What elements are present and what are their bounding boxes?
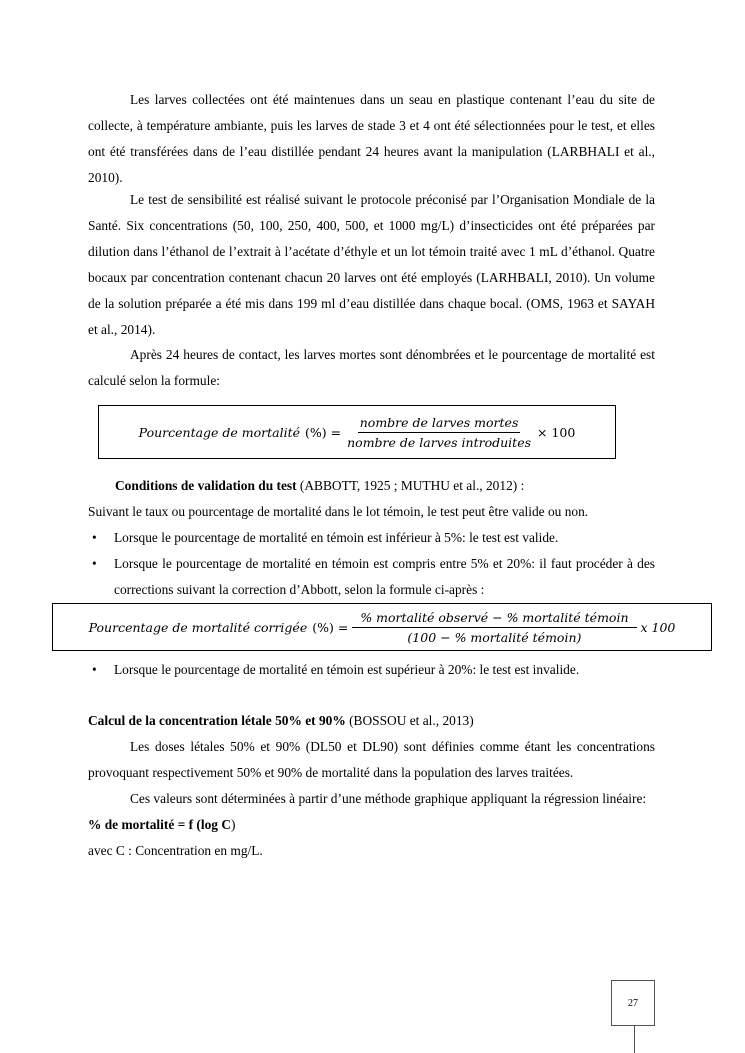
formula-mortality-percentage [98, 405, 616, 459]
formula-corrected-mortality [52, 603, 712, 651]
formula2-lhs: Pourcentage de mortalité corrigée [88, 619, 308, 635]
paragraph-mortality-count [88, 342, 655, 394]
text-para1: Les larves collectées ont été maintenues dans un seau en plastique contenant l’eau du site de collecte, à température ambiante, puis les larves de stade 3 et 4 ont été sélectionnées pour le test, et elles ont été transférées dans de l’eau distillée pendant 24 heures avant la manipulation (LARBHALI et al., 2010). [88, 92, 655, 185]
formula2-denominator: (100 − % mortalité témoin) [407, 629, 582, 645]
calc-heading: Calcul de la concentration létale 50% et 90% [88, 713, 346, 728]
list-item: • Lorsque le pourcentage de mortalité en témoin est inférieur à 5%: le test est valide. [88, 525, 655, 551]
list-item: • Lorsque le pourcentage de mortalité en témoin est compris entre 5% et 20%: il faut procéder à des corrections suivant la correction d’Abbott, selon la formule ci-après : [88, 551, 655, 603]
page-number-connector [634, 1025, 635, 1053]
page-number-box [611, 980, 655, 1026]
list-item: • Lorsque le pourcentage de mortalité en témoin est supérieur à 20%: le test est invalide. [88, 657, 655, 683]
formula1-unit: (%) = [305, 424, 342, 440]
validation-intro: Suivant le taux ou pourcentage de mortalité dans le lot témoin, le test peut être valide ou non. [88, 504, 589, 519]
validation-heading: Conditions de validation du test [115, 478, 297, 493]
section-lethal-concentration [88, 708, 655, 864]
page-number: 27 [628, 997, 638, 1009]
validation-invalid-item [88, 657, 655, 683]
formula2-fraction [352, 610, 636, 645]
calc-para2: Ces valeurs sont déterminées à partir d’une méthode graphique appliquant la régression linéaire: [130, 791, 647, 806]
paragraph-sensitivity-test [88, 187, 655, 343]
formula1-fraction [345, 415, 533, 450]
validation-heading-line [88, 473, 655, 499]
validation-list [88, 525, 655, 603]
bullet-icon: • [92, 662, 97, 677]
bullet-icon: • [92, 556, 97, 571]
text-para2: Le test de sensibilité est réalisé suivant le protocole préconisé par l’Organisation Mondiale de la Santé. Six concentrations (50, 100, 250, 400, 500, et 1000 mg/L) d’insecticides ont été préparées par dilution dans l’éthanol de l’extrait à l’acétate d’éthyle et un lot témoin traité avec 1 mL d’éthanol. Quatre bocaux par concentration contenant chacun 20 larves ont été employés (LARHBALI, 2010). Un volume de la solution préparée a été mis dans 199 ml d’eau distillée dans chaque bocal. (OMS, 1963 et SAYAH et al., 2014). [88, 192, 655, 337]
calc-formula-line: % de mortalité = f (log C) [88, 817, 236, 832]
bullet-icon: • [92, 530, 97, 545]
formula1-factor: × 100 [537, 424, 576, 440]
calc-para1: Les doses létales 50% et 90% (DL50 et DL90) sont définies comme étant les concentrations provoquant respectivement 50% et 90% de mortalité dans la population des larves traitées. [88, 739, 655, 780]
validation-reference: (ABBOTT, 1925 ; MUTHU et al., 2012) : [296, 478, 525, 493]
formula1-numerator: nombre de larves mortes [358, 415, 521, 433]
formula2-numerator: % mortalité observé − % mortalité témoin [352, 610, 636, 628]
calc-heading-line [88, 708, 655, 734]
calc-formula: % de mortalité = f (log C [88, 817, 231, 832]
section-validation-conditions [88, 473, 655, 603]
formula2-unit: (%) = [312, 619, 349, 635]
formula1-lhs: Pourcentage de mortalité [138, 424, 301, 440]
calc-reference: (BOSSOU et al., 2013) [345, 713, 474, 728]
paragraph-larvae-collection [88, 87, 655, 191]
formula2-factor: x 100 [640, 619, 676, 635]
calc-note: avec C : Concentration en mg/L. [88, 843, 263, 858]
text-para3: Après 24 heures de contact, les larves mortes sont dénombrées et le pourcentage de mortalité est calculé selon la formule: [88, 347, 655, 388]
formula1-denominator: nombre de larves introduites [347, 434, 532, 450]
